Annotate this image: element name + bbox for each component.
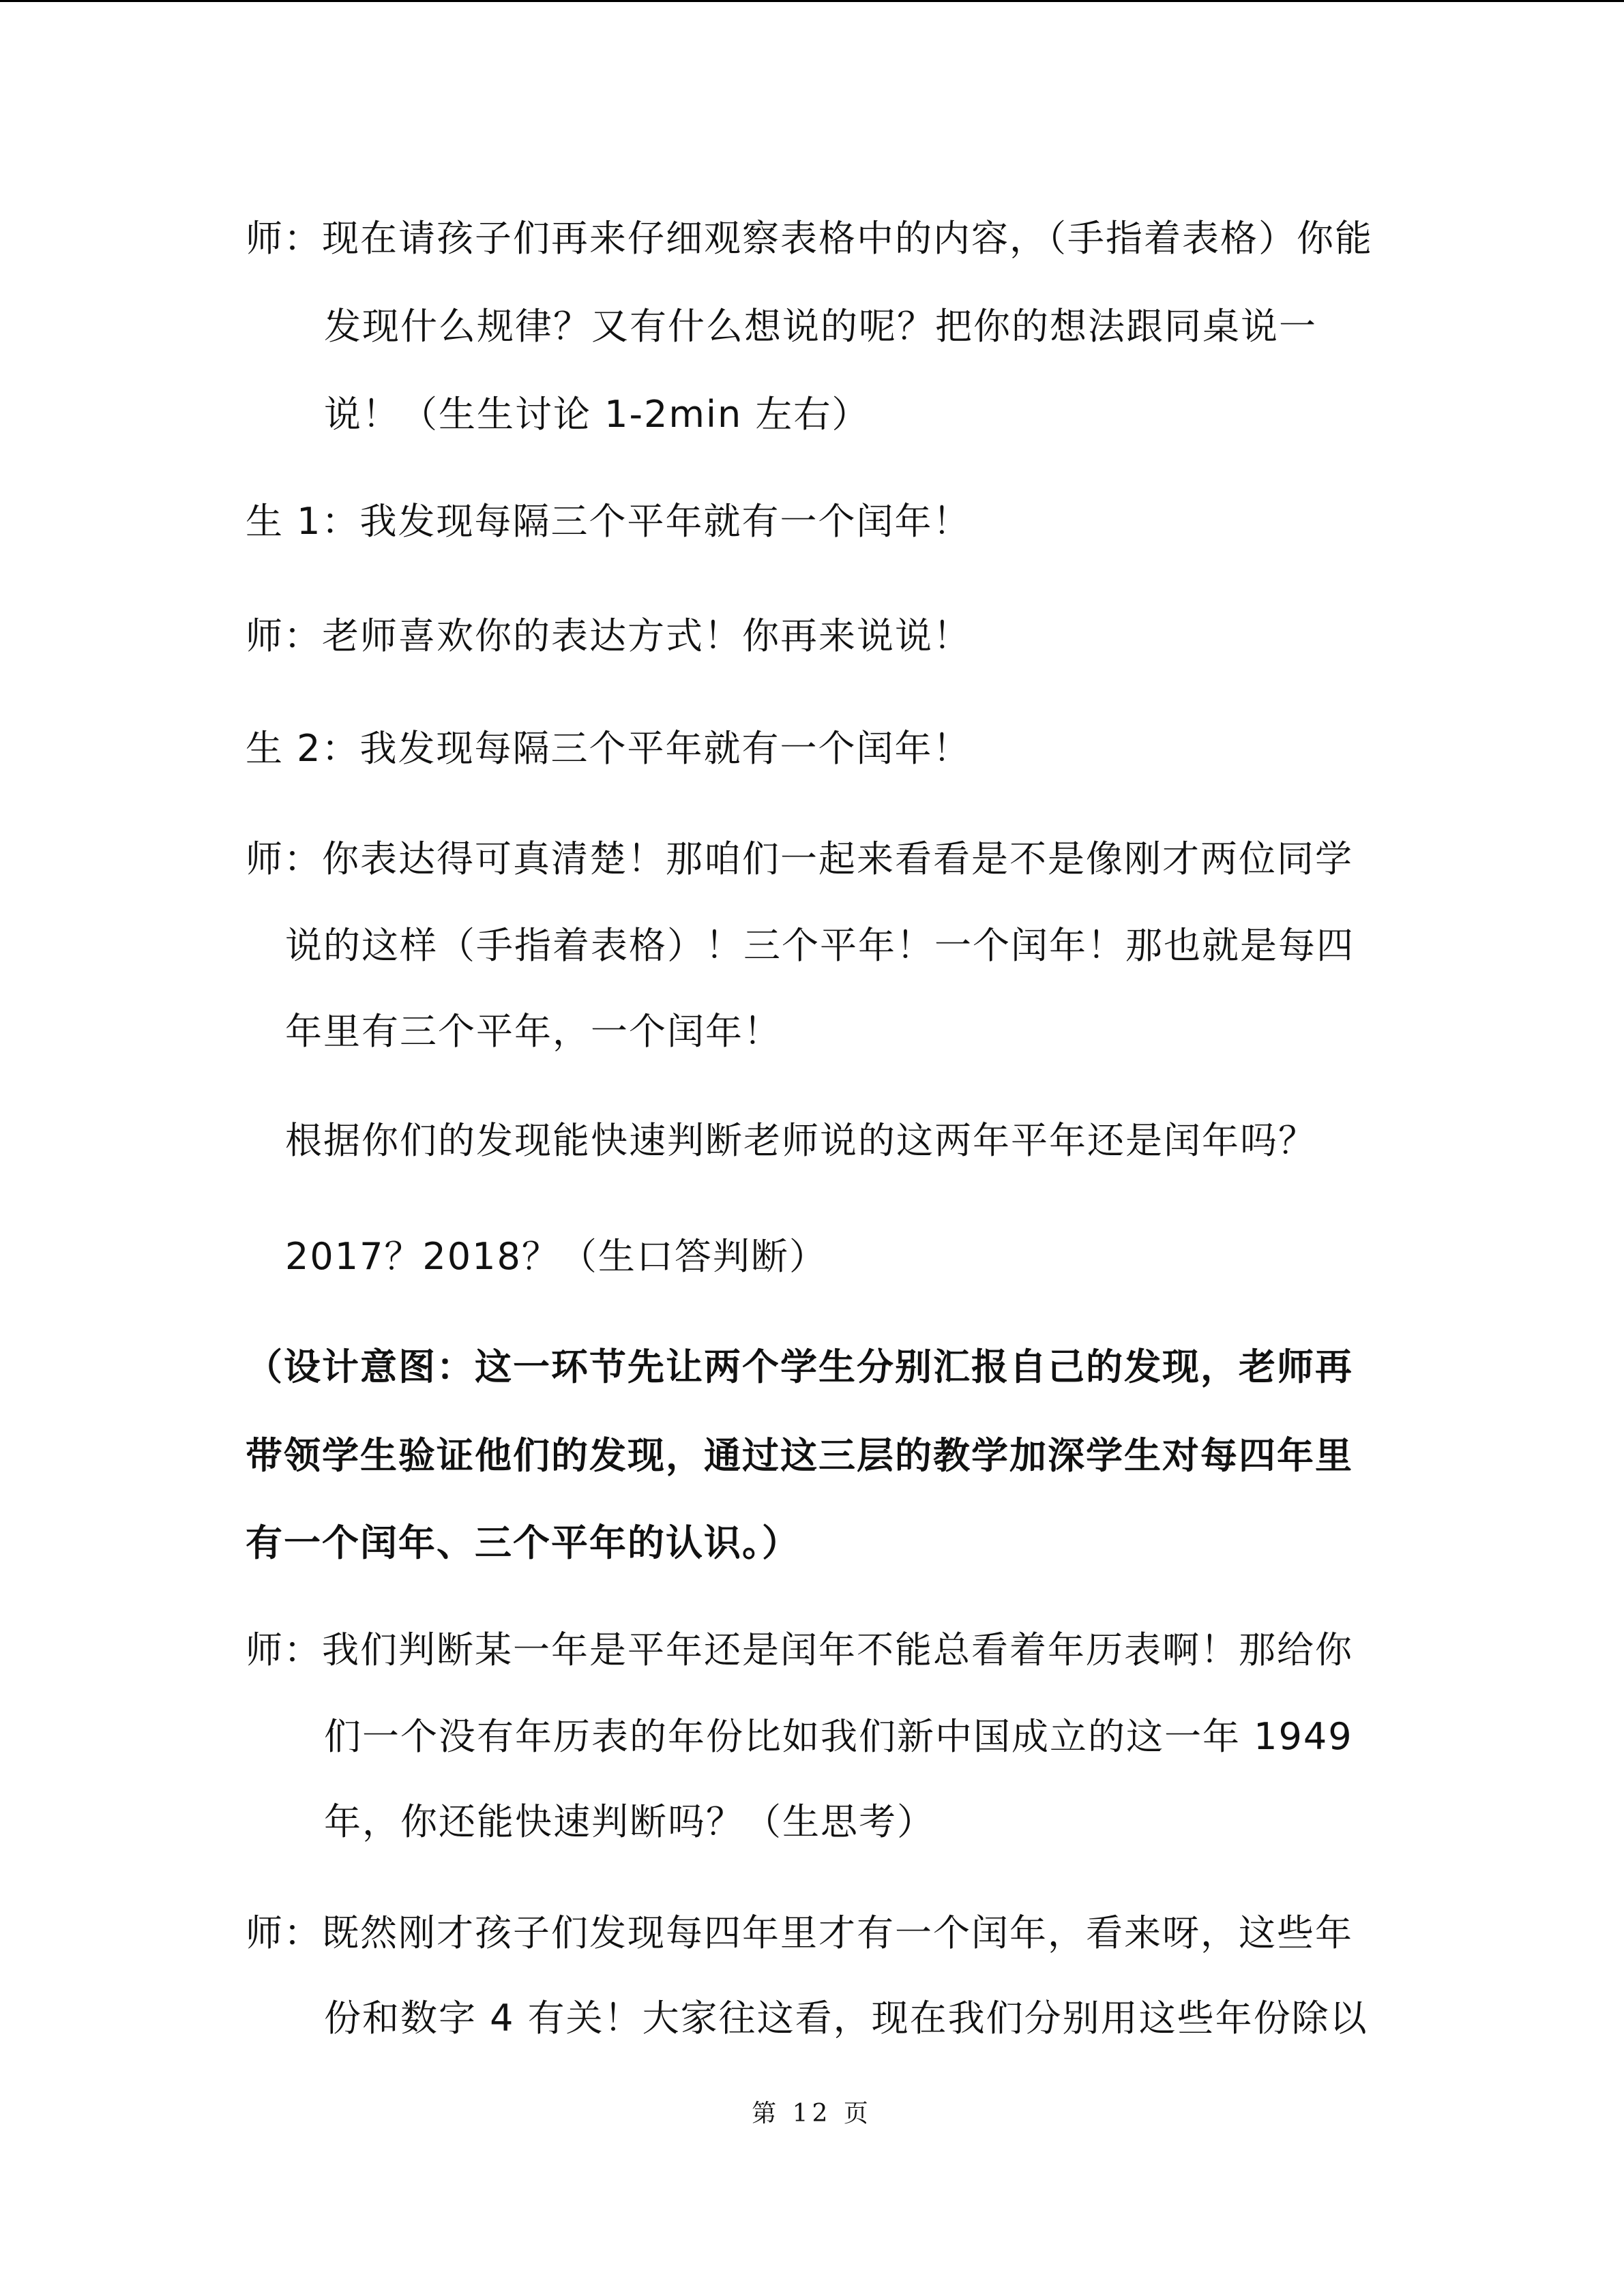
text-line-2: 发现什么规律？又有什么想说的呢？把你的想法跟同桌说一 — [324, 305, 1317, 348]
page-number: 第 12 页 — [752, 2100, 872, 2128]
text-line-9: 年里有三个平年，一个闰年！ — [285, 1010, 782, 1053]
design-intent-line-2: 带领学生验证他们的发现，通过这三层的教学加深学生对每四年里 — [246, 1434, 1353, 1477]
text-line-6: 生 2：我发现每隔三个平年就有一个闰年！ — [246, 727, 971, 770]
text-line-19: 份和数字 4 有关！大家往这看，现在我们分别用这些年份除以 — [324, 1997, 1368, 2040]
text-line-10: 根据你们的发现能快速判断老师说的这两年平年还是闰年吗？ — [285, 1119, 1316, 1162]
text-line-5: 师：老师喜欢你的表达方式！你再来说说！ — [246, 614, 971, 657]
design-intent-line-3: 有一个闰年、三个平年的认识。） — [246, 1521, 800, 1564]
text-line-15: 师：我们判断某一年是平年还是闰年不能总看着年历表啊！那给你 — [246, 1628, 1353, 1671]
text-line-7: 师：你表达得可真清楚！那咱们一起来看看是不是像刚才两位同学 — [246, 837, 1353, 880]
text-line-18: 师：既然刚才孩子们发现每四年里才有一个闰年，看来呀，这些年 — [246, 1911, 1353, 1954]
text-line-17: 年，你还能快速判断吗？（生思考） — [324, 1800, 935, 1843]
text-line-11: 2017？2018？（生口答判断） — [285, 1235, 827, 1278]
text-line-3: 说！（生生讨论 1-2min 左右） — [324, 393, 870, 436]
text-line-16: 们一个没有年历表的年份比如我们新中国成立的这一年 1949 — [324, 1715, 1353, 1758]
text-line-1: 师：现在请孩子们再来仔细观察表格中的内容，（手指着表格）你能 — [246, 217, 1373, 260]
text-line-4: 生 1：我发现每隔三个平年就有一个闰年！ — [246, 500, 971, 543]
top-border — [0, 0, 1624, 2]
text-line-8: 说的这样（手指着表格）！三个平年！一个闰年！那也就是每四 — [285, 924, 1355, 967]
design-intent-line-1: （设计意图：这一环节先让两个学生分别汇报自己的发现，老师再 — [246, 1345, 1353, 1388]
